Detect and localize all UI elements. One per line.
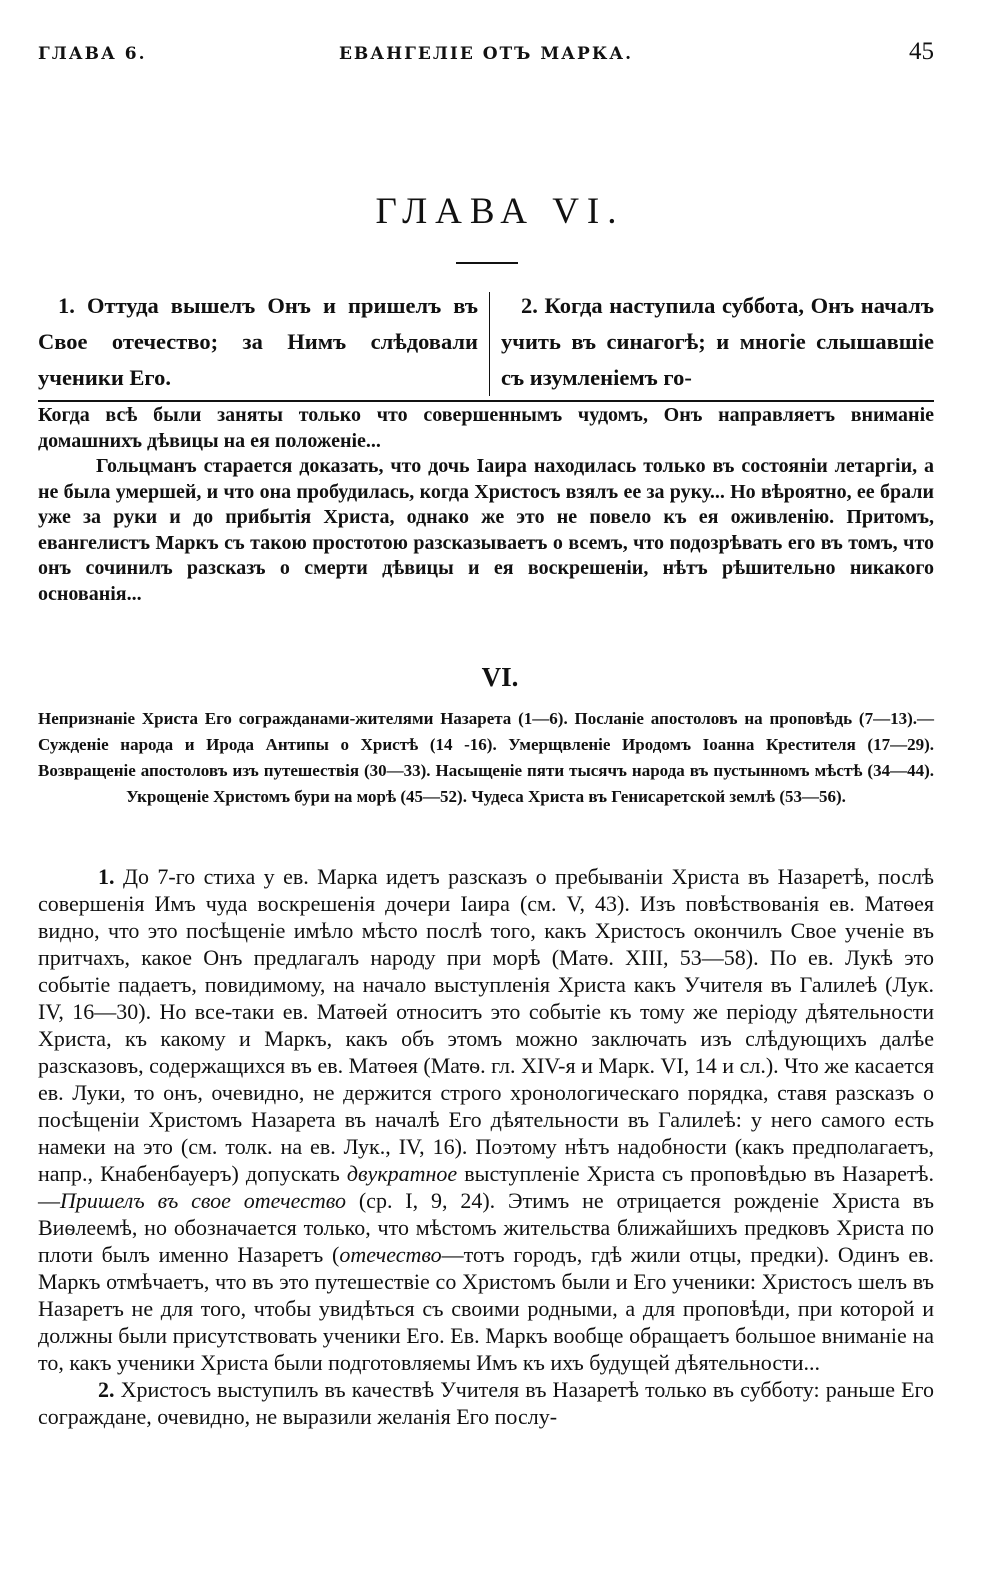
commentary-paragraph-2 xyxy=(38,1376,934,1430)
chapter-heading: ГЛАВА VI. xyxy=(375,191,625,232)
commentary-body xyxy=(38,863,934,1430)
italic-term: двукратное xyxy=(346,1161,458,1186)
chapter-summary: Непризнаніе Христа Его согражданами-жителями Назарета (1—6). Посланіе апостоловъ на проповѣдь (7—13).—Сужденіе народа и Ирода Антипы о Христѣ (14 -16). Умерщвленіе Иродомъ Іоанна Крестителя (17—29). Возвращеніе апостоловъ изъ путешествія (30—33). Насыщеніе пяти тысячъ народа въ пустынномъ мѣстѣ (34—44). Укрощеніе Христомъ бури на морѣ (45—52). Чудеса Христа въ Генисаретской землѣ (53—56). xyxy=(38,709,934,806)
verse-1: 1. Оттуда вышелъ Онъ и пришелъ въ Свое отечество; за Нимъ слѣдовали ученики Его. xyxy=(38,293,478,390)
verse-2: 2. Когда наступила суббота, Онъ началъ учить въ синагогѣ; и многіе слышавшіе съ изумленіемъ го- xyxy=(501,293,934,390)
commentary-paragraph: Гольцманъ старается доказать, что дочь Іаира находилась только въ состояніи летаргіи, а не была умершей, и что она пробудилась, когда Христосъ взялъ ее за руку... Но вѣроятно, ее брали уже за руки и до прибытія Христа, однако же это не повело къ ея оживленію. Притомъ, евангелистъ Маркъ съ такою простотою разсказываетъ о всемъ, что подозрѣвать его въ томъ, что онъ сочинилъ разсказъ о смерти дѣвицы и ея воскрешеніи, нѣтъ рѣшительно никакого основанія... xyxy=(38,455,934,605)
page-number: 45 xyxy=(909,38,934,65)
commentary-paragraph-1 xyxy=(38,863,934,1376)
verse-commentary-divider xyxy=(38,400,934,402)
heading-rule xyxy=(456,262,518,264)
scripture-verses xyxy=(38,288,934,400)
paragraph-text: —тотъ городъ, гдѣ жили отцы, предки). Одинъ ев. Маркъ отмѣчаетъ, что въ это путешествіе со Христомъ были и Его ученики: Христосъ шелъ въ Назаретъ не для того, чтобы увидѣться съ своими родными, а для проповѣди, при которой и должны были присутствовать ученики Его. Ев. Маркъ вообще обращаетъ большое вниманіе на то, какъ ученики Христа были подготовляемы Имъ къ ихъ будущей дѣятельности... xyxy=(38,1242,935,1375)
italic-term: отечество xyxy=(339,1242,442,1267)
paragraph-text: (ср. I, 9, 24). Этимъ не отрицается рожденіе Христа въ Виѳлеемѣ, но обозначается только, что мѣстомъ жительства ближайшихъ предковъ Христа по плоти былъ именно Назаретъ ( xyxy=(38,1188,934,1267)
paragraph-text: Христосъ выступилъ въ качествѣ Учителя въ Назаретѣ только въ субботу: раньше Его сограждане, очевидно, не выразили желанія Его послу- xyxy=(38,1377,935,1429)
running-head-title: ЕВАНГЕЛІЕ ОТЪ МАРКА. xyxy=(338,44,634,64)
commentary-continuation xyxy=(38,403,934,607)
paragraph-number: 1. xyxy=(98,864,115,889)
column-divider xyxy=(489,292,490,396)
paragraph-text: До 7-го стиха у ев. Марка идетъ разсказъ о пребываніи Христа въ Назаретѣ, послѣ совершенія Имъ чуда воскрешенія дочери Іаира (см. V, 43). Изъ повѣствованія ев. Матѳея видно, что это посѣщеніе имѣло мѣсто послѣ того, какъ Христосъ окончилъ Свое ученіе въ притчахъ, какое Онъ предлагалъ народу при морѣ (Матѳ. XIII, 53—58). По ев. Лукѣ это событіе падаетъ, повидимому, на начало выступленія Христа какъ Учителя въ Галилеѣ (Лук. IV, 16—30). Но все-таки ев. Матѳей относитъ это событіе къ тому же періоду дѣятельности Христа, къ какому и Маркъ, какъ объ этомъ можно заключать изъ слѣдующихъ далѣе разсказовъ, содержащихся въ ев. Матѳея (Матѳ. гл. XIV-я и Марк. VI, 14 и сл.). Что же касается ев. Луки, то онъ, очевидно, не держится строго хронологическаго порядка, ставя разсказъ о посѣщеніи Христомъ Назарета въ началѣ Его дѣятельности въ Галилеѣ: у него самого есть намеки на это (см. толк. на ев. Лук., IV, 16). Поэтому нѣтъ надобности (какъ предполагаетъ, напр., Кнабенбауеръ) допускать xyxy=(38,864,935,1186)
paragraph-text: выступленіе Христа съ проповѣдью въ Назаретѣ.— xyxy=(38,1161,935,1213)
paragraph-number: 2. xyxy=(98,1377,115,1402)
section-numeral: VI. xyxy=(481,662,519,692)
commentary-paragraph: Когда всѣ были заняты только что совершеннымъ чудомъ, Онъ направляетъ вниманіе домашнихъ дѣвицы на ея положеніе... xyxy=(38,404,934,452)
running-head xyxy=(38,38,934,68)
running-head-chapter: ГЛАВА 6. xyxy=(38,44,147,64)
italic-quote: Пришелъ въ свое отечество xyxy=(60,1188,346,1213)
